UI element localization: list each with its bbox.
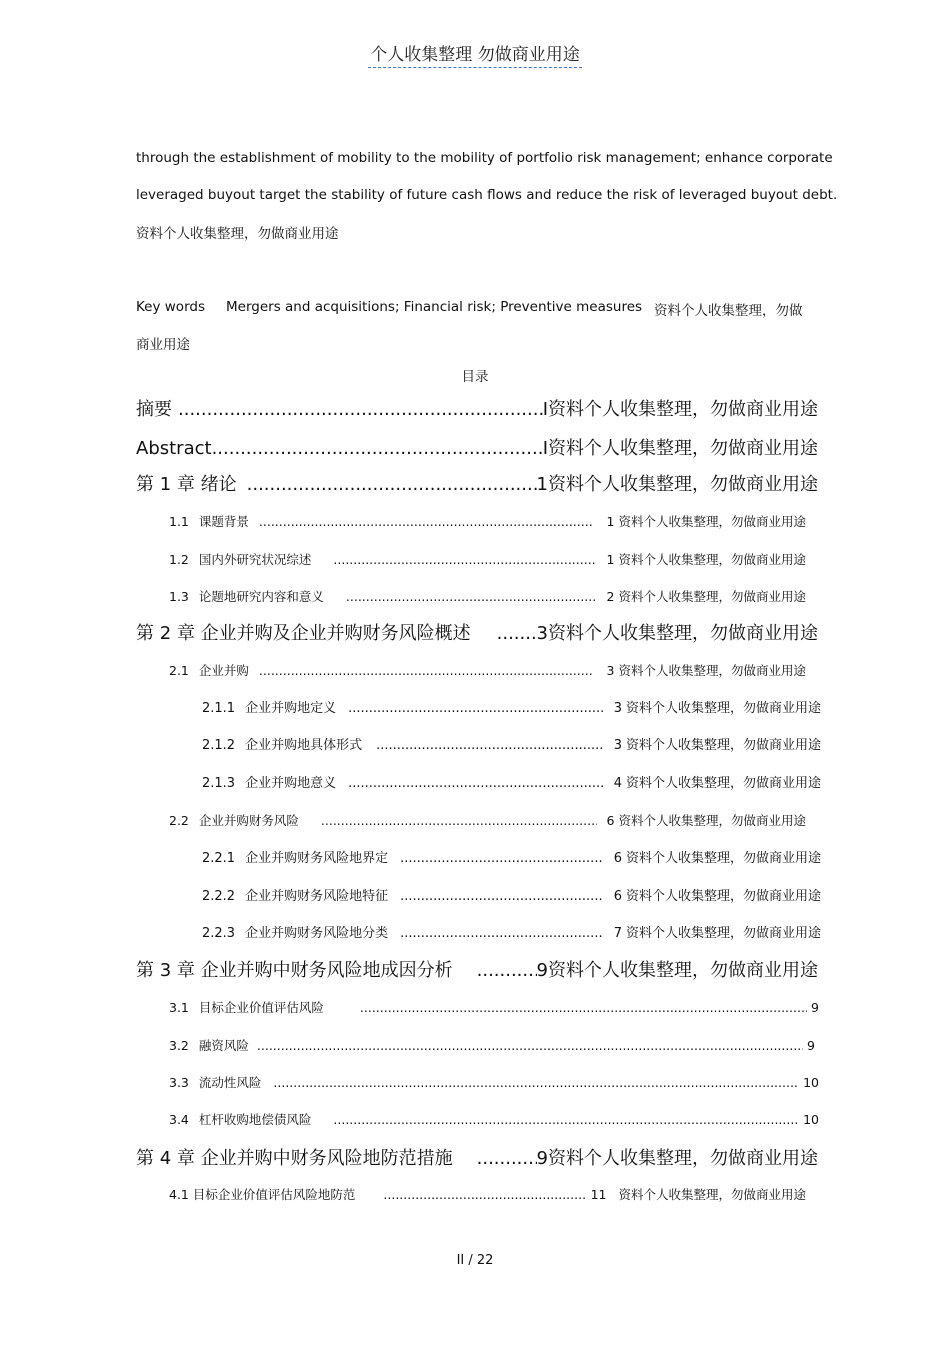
- toc-entry-note: 资料个人收集整理，勿做商业用途: [625, 776, 821, 791]
- toc-entry-number: 4.1: [169, 1187, 189, 1202]
- toc-entry[interactable]: [169, 1110, 819, 1128]
- toc-entry[interactable]: [169, 661, 806, 679]
- page-indicator: II / 22: [456, 1253, 494, 1268]
- toc-entry-label: 课题背景: [198, 514, 249, 529]
- toc-entry-page: 3: [606, 663, 615, 678]
- toc-entry-page: 3: [613, 701, 622, 716]
- toc-entry-label: 第 1 章 绪论: [136, 474, 237, 495]
- toc-entry-label: 杠杆收购地偿债风险: [198, 1112, 312, 1127]
- toc-entry-label: 第 3 章 企业并购中财务风险地成因分析: [136, 960, 453, 981]
- toc-entry-page: 6: [613, 851, 622, 866]
- toc-entry[interactable]: [169, 1073, 819, 1091]
- toc-entry-note: 资料个人收集整理，勿做商业用途: [618, 1187, 806, 1202]
- toc-entry-number: 2.1.2: [202, 738, 236, 753]
- toc-entry-page: 9: [536, 1148, 548, 1169]
- abstract-note: 资料个人收集整理，勿做商业用途: [136, 226, 339, 242]
- toc-entry[interactable]: [202, 734, 821, 753]
- toc-entry-note: 资料个人收集整理，勿做商业用途: [548, 474, 818, 495]
- toc-entry-note: 资料个人收集整理，勿做商业用途: [548, 1148, 818, 1169]
- toc-entry[interactable]: [202, 772, 821, 791]
- keywords-note-2: 商业用途: [136, 337, 190, 353]
- toc-entry-note: 资料个人收集整理，勿做商业用途: [618, 514, 806, 529]
- toc-entry[interactable]: [202, 847, 821, 866]
- dot-leader: [273, 1075, 799, 1090]
- toc-entry-page: 6: [606, 813, 615, 828]
- toc-entry-page: 1: [606, 552, 615, 567]
- toc-entry-number: 2.2: [169, 813, 189, 828]
- toc-entry[interactable]: [169, 998, 819, 1016]
- toc-entry-label: 目标企业价值评估风险: [198, 1000, 324, 1015]
- page-header: [0, 40, 950, 65]
- dot-leader: [360, 1000, 807, 1015]
- toc-entry-label: 国内外研究状况综述: [198, 552, 312, 567]
- dot-leader: [400, 926, 604, 941]
- dot-leader: [400, 851, 604, 866]
- toc-entry-number: 1.1: [169, 514, 189, 529]
- toc-entry[interactable]: [202, 885, 821, 904]
- toc-entry-label: 目标企业价值评估风险地防范: [192, 1187, 356, 1202]
- toc-entry-note: 资料个人收集整理，勿做商业用途: [618, 813, 806, 828]
- dot-leader: [383, 1187, 586, 1202]
- toc-entry[interactable]: [169, 587, 806, 605]
- toc-entry-page: 3: [613, 738, 622, 753]
- toc-entry-label: 企业并购财务风险地界定: [245, 851, 389, 866]
- toc-entry-number: 2.1.1: [202, 701, 236, 716]
- toc-entry-label: 第 4 章 企业并购中财务风险地防范措施: [136, 1148, 453, 1169]
- dot-leader: [400, 889, 604, 904]
- toc-entry-page: 1: [536, 474, 548, 495]
- dot-leader: [348, 701, 604, 716]
- toc-entry-note: 资料个人收集整理，勿做商业用途: [548, 438, 818, 459]
- toc-entry-page: 10: [803, 1075, 819, 1090]
- dot-leader: [376, 738, 604, 753]
- toc-entry-note: 资料个人收集整理，勿做商业用途: [625, 851, 821, 866]
- toc-entry-label: 企业并购地具体形式: [245, 738, 363, 753]
- toc-entry-label: 企业并购财务风险: [198, 813, 299, 828]
- toc-entry[interactable]: [136, 395, 818, 421]
- toc-entry[interactable]: [136, 1144, 818, 1170]
- toc-entry-page: 11: [590, 1187, 607, 1202]
- toc-entry-number: 2.1: [169, 663, 189, 678]
- toc-entry-page: 10: [803, 1112, 819, 1127]
- dot-leader: [178, 399, 543, 420]
- toc-entry-page: I: [542, 438, 548, 459]
- toc-entry-page: 9: [807, 1038, 815, 1053]
- toc-entry-note: 资料个人收集整理，勿做商业用途: [625, 701, 821, 716]
- toc-entry-number: 2.2.3: [202, 926, 236, 941]
- toc-entry[interactable]: [169, 811, 806, 829]
- keywords-label: Key words: [136, 299, 205, 315]
- dot-leader: [247, 474, 537, 495]
- dot-leader: [321, 813, 597, 828]
- abstract-line-1: through the establishment of mobility to the mobility of portfolio risk management; enhance corporate: [136, 150, 833, 166]
- toc-entry[interactable]: [169, 512, 806, 530]
- toc-entry-note: 资料个人收集整理，勿做商业用途: [618, 589, 806, 604]
- toc-entry-label: Abstract: [136, 438, 212, 459]
- toc-entry-label: 摘要: [136, 399, 172, 420]
- toc-entry-number: 3.3: [169, 1075, 189, 1090]
- toc-entry-page: 2: [606, 589, 615, 604]
- dot-leader: [348, 776, 604, 791]
- toc-entry-note: 资料个人收集整理，勿做商业用途: [548, 623, 818, 644]
- toc-entry-number: 2.2.2: [202, 889, 236, 904]
- toc-entry-page: 1: [606, 514, 615, 529]
- dot-leader: [477, 960, 537, 981]
- toc-entry-label: 论题地研究内容和意义: [198, 589, 324, 604]
- toc-entry[interactable]: [136, 434, 818, 460]
- toc-entry-page: 6: [613, 889, 622, 904]
- toc-entry-note: 资料个人收集整理，勿做商业用途: [618, 663, 806, 678]
- toc-entry[interactable]: [136, 619, 818, 645]
- toc-entry-number: 1.3: [169, 589, 189, 604]
- toc-entry-label: 企业并购: [198, 663, 249, 678]
- toc-entry-page: I: [542, 399, 548, 420]
- dot-leader: [259, 663, 593, 678]
- toc-entry-page: 3: [536, 623, 548, 644]
- toc-entry-page: 9: [536, 960, 548, 981]
- toc-entry[interactable]: [136, 470, 818, 496]
- toc-entry-number: 3.4: [169, 1112, 189, 1127]
- toc-entry-number: 3.1: [169, 1000, 189, 1015]
- toc-entry-label: 企业并购财务风险地分类: [245, 926, 389, 941]
- dot-leader: [497, 623, 537, 644]
- dot-leader: [212, 438, 543, 459]
- toc-entry[interactable]: [169, 550, 806, 568]
- keywords-note-1: 资料个人收集整理，勿做: [654, 303, 803, 319]
- toc-entry-note: 资料个人收集整理，勿做商业用途: [548, 399, 818, 420]
- toc-entry[interactable]: [202, 922, 821, 941]
- toc-entry-note: 资料个人收集整理，勿做商业用途: [618, 552, 806, 567]
- toc-entry-note: 资料个人收集整理，勿做商业用途: [625, 889, 821, 904]
- dot-leader: [346, 589, 597, 604]
- toc-entry-label: 第 2 章 企业并购及企业并购财务风险概述: [136, 623, 471, 644]
- toc-entry-label: 企业并购地定义: [245, 701, 337, 716]
- toc-entry[interactable]: [169, 1036, 815, 1054]
- toc-title: 目录: [461, 369, 489, 385]
- toc-entry-number: 1.2: [169, 552, 189, 567]
- toc-entry-note: 资料个人收集整理，勿做商业用途: [548, 960, 818, 981]
- keywords-text: Mergers and acquisitions; Financial risk; Preventive measures: [226, 299, 643, 315]
- toc-entry-note: 资料个人收集整理，勿做商业用途: [625, 926, 821, 941]
- abstract-line-2: leveraged buyout target the stability of future cash flows and reduce the risk of leveraged buyout debt.: [136, 187, 838, 203]
- dot-leader: [477, 1148, 537, 1169]
- dot-leader: [257, 1038, 803, 1053]
- toc-entry[interactable]: [136, 956, 818, 982]
- dot-leader: [333, 1112, 799, 1127]
- toc-entry-page: 4: [613, 776, 622, 791]
- toc-entry-label: 流动性风险: [198, 1075, 262, 1090]
- toc-entry-number: 3.2: [169, 1038, 189, 1053]
- toc-entry-label: 企业并购地意义: [245, 776, 337, 791]
- toc-entry-label: 融资风险: [198, 1038, 249, 1053]
- toc-entry-note: 资料个人收集整理，勿做商业用途: [625, 738, 821, 753]
- header-title: 个人收集整理 勿做商业用途: [368, 45, 581, 68]
- toc-entry-number: 2.2.1: [202, 851, 236, 866]
- toc-entry[interactable]: [202, 697, 821, 716]
- toc-entry-number: 2.1.3: [202, 776, 236, 791]
- toc-entry-label: 企业并购财务风险地特征: [245, 889, 389, 904]
- dot-leader: [333, 552, 596, 567]
- toc-entry[interactable]: [169, 1185, 806, 1203]
- dot-leader: [259, 514, 593, 529]
- toc-entry-page: 7: [613, 926, 622, 941]
- toc-entry-page: 9: [811, 1000, 819, 1015]
